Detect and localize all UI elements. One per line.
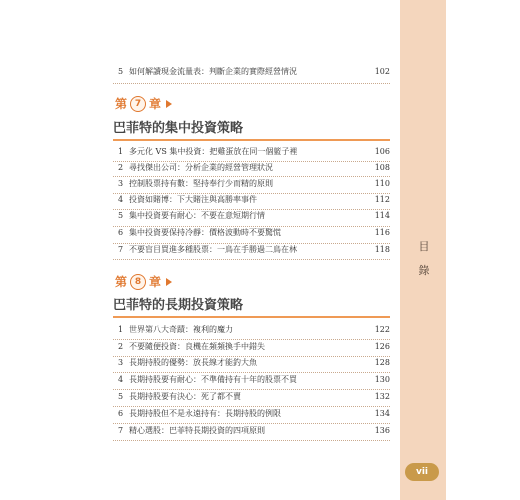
- entry-page: 128: [374, 357, 390, 367]
- toc-entry[interactable]: [113, 320, 390, 338]
- entry-number: 5: [118, 210, 124, 220]
- entry-title: 不要隨便投資：良機在頻頻換手中錯失: [129, 341, 265, 351]
- entry-number: 1: [118, 324, 124, 334]
- side-label-char: 目: [418, 240, 430, 253]
- toc-entry[interactable]: [113, 404, 390, 422]
- toc-entry[interactable]: [113, 370, 390, 388]
- entry-page: 102: [374, 66, 390, 76]
- chapter-heading: [115, 273, 172, 290]
- entry-page: 122: [374, 324, 390, 334]
- toc-entry[interactable]: [113, 353, 390, 371]
- entry-number: 4: [118, 374, 124, 384]
- entry-title: 世界第八大奇蹟：複利的魔力: [129, 324, 233, 334]
- entry-page: 116: [374, 227, 390, 237]
- chapter-number-circle: 7: [130, 96, 146, 112]
- entry-page: 132: [374, 391, 390, 401]
- toc-content: [113, 0, 393, 500]
- entry-title: 如何解讀現金流量表：判斷企業的實際經營情況: [129, 66, 297, 76]
- entry-title: 多元化 VS 集中投資：把雞蛋放在同一個籃子裡: [129, 146, 298, 156]
- entry-title: 投資如賭博：下大賭注與高勝率事件: [129, 194, 257, 204]
- toc-entry[interactable]: [113, 240, 390, 258]
- chapter-prefix: 第: [115, 97, 128, 111]
- page-number-badge: vii: [405, 463, 439, 481]
- chapter-title-underline: [113, 316, 390, 318]
- entry-number: 7: [118, 425, 124, 435]
- entry-page: 114: [374, 210, 390, 220]
- entry-number: 2: [118, 341, 124, 351]
- entry-page: 108: [374, 162, 390, 172]
- entry-title: 長期持股但不是永遠持有：長期持股的例限: [129, 408, 281, 418]
- entry-number: 1: [118, 146, 124, 156]
- entry-page: 136: [374, 425, 390, 435]
- chapter-title: 巴菲特的集中投資策略: [113, 120, 244, 136]
- divider: [113, 440, 390, 441]
- entry-number: 3: [118, 357, 124, 367]
- triangle-icon: [166, 100, 172, 108]
- entry-page: 126: [374, 341, 390, 351]
- divider: [113, 259, 390, 260]
- entry-number: 5: [118, 66, 124, 76]
- entry-title: 長期持股的優勢：放長線才能釣大魚: [129, 357, 257, 367]
- entry-title: 長期持股要有耐心：不準備持有十年的股票不買: [129, 374, 297, 384]
- entry-number: 5: [118, 391, 124, 401]
- chapter-title-underline: [113, 139, 390, 141]
- entry-title: 集中投資要有耐心：不要在意短期行情: [129, 210, 265, 220]
- entry-page: 130: [374, 374, 390, 384]
- toc-entry[interactable]: [113, 62, 390, 80]
- entry-number: 3: [118, 178, 124, 188]
- entry-number: 4: [118, 194, 124, 204]
- entry-number: 2: [118, 162, 124, 172]
- chapter-prefix: 第: [115, 275, 128, 289]
- toc-entry[interactable]: [113, 206, 390, 224]
- entry-title: 精心選股：巴菲特長期投資的四項原則: [129, 425, 265, 435]
- side-label: [411, 238, 437, 278]
- entry-title: 尋找傑出公司：分析企業的經營管理狀況: [129, 162, 273, 172]
- toc-entry[interactable]: [113, 421, 390, 439]
- entry-page: 106: [374, 146, 390, 156]
- chapter-title: 巴菲特的長期投資策略: [113, 297, 244, 313]
- entry-number: 6: [118, 408, 124, 418]
- entry-page: 134: [374, 408, 390, 418]
- toc-entry[interactable]: [113, 387, 390, 405]
- chapter-number-circle: 8: [130, 274, 146, 290]
- entry-title: 不要盲目買進多種股票：一鳥在手勝過二鳥在林: [129, 244, 297, 254]
- entry-number: 7: [118, 244, 124, 254]
- entry-title: 控制股票持有數：堅持奉行少而精的原則: [129, 178, 273, 188]
- entry-page: 110: [374, 178, 390, 188]
- divider: [113, 83, 390, 84]
- entry-page: 112: [374, 194, 390, 204]
- entry-number: 6: [118, 227, 124, 237]
- chapter-heading: [115, 95, 172, 112]
- entry-page: 118: [374, 244, 390, 254]
- side-label-char: 錄: [418, 264, 430, 277]
- entry-title: 集中投資要保持冷靜：價格波動時不要驚慌: [129, 227, 281, 237]
- chapter-suffix: 章: [149, 97, 162, 111]
- toc-entry[interactable]: [113, 223, 390, 241]
- triangle-icon: [166, 278, 172, 286]
- chapter-suffix: 章: [149, 275, 162, 289]
- entry-title: 長期持股要有決心：死了都不賣: [129, 391, 241, 401]
